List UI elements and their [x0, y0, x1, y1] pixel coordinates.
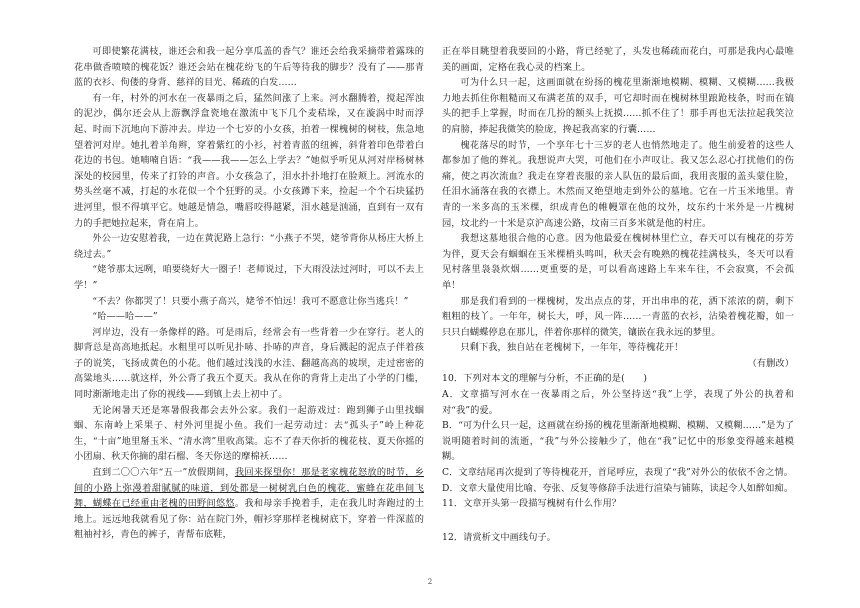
paragraph: 可即使繁花满枝，谁还会和我一起分享瓜盖的香气？谁还会给我采摘带着露珠的花串做香喷喷的槐花饭？谁还会站在槐花纷飞的午后等待我的脚步？没有了——那青蓝的衣衫、佝偻的身背、慈祥的目光、稀疏的白发…… [74, 46, 424, 89]
answer-space [442, 512, 794, 530]
underlined-sentence: 我回来探望你！那是老家槐花怒放的时节，乡间的小路上弥漫着甜腻腻的味道，到处都是一树树乳白色的槐花，蜜蜂在花串间飞舞，蝴蝶在已经重由老槐的田野间悠悠 [74, 467, 424, 510]
paragraph: 外公一边安慰着我，一边在黄泥路上急行：“小燕子不哭，姥爷背你从杨庄大桥上绕过去。” [74, 233, 424, 260]
paragraph: 只剩下我，独自站在老槐树下，一年年，等待槐花开！ [460, 342, 684, 354]
page-number: 2 [427, 578, 433, 586]
paragraph: 槐花落尽的时节，一个享年七十三岁的老人也悄然地走了。他生前爱着的这些人都参加了他的葬礼。我想说声大哭，可他们在小声叹让。我又怎么忍心打扰他们的伤痛，使之再次流血？我走在穿着丧服的亲人队伍的最后面，我用丧服的盖头蒙住脸，任泪水涌落在我的衣襟上。木然而又绝望地走到外公的墓地。它在一片玉米地里。青青的一米多高的玉米棵，织成青色的帷幔罩在他的坟外，坟东约十米外是一片槐树园，坟北约一十米是京沪高速公路，坟南三百多米就是他的村庄。 [442, 139, 794, 229]
question-10-option-c: C．文章结尾再次提到了等待槐花开，首尾呼应，表现了“我”对外公的依依不舍之情。 [442, 467, 794, 479]
right-column [442, 44, 794, 545]
paragraph: 河岸边，没有一条像样的路。可是雨后，经常会有一些背着一少在穿行。老人的脚背总是高高地抵起。水粗里可以听见扑哧、扑哧的声音，身后溅起的泥点子伴着孩子的说笑，飞扬成黄色的小花。他们越过浅浅的水洼、翻越高高的坡坝，走过密密的高粱地头……就这样，外公背了我五个夏天。我从在你的背背上走出了小学的门槛，同时渐渐地走出了你的视线——到镇上去上初中了。 [74, 326, 424, 401]
paragraph: 有一年，村外的河水在一夜暴雨之后，猛然间涨了上来。河水翻腾着，搅起浑浊的泥沙，偶尔还会从上游飘浮盒瓷地在激流中飞下几个麦秸垛，又在漩涡中时而浮起、时而下沉地向下游冲去。岸边一个七岁的小女孩，拍着一棵槐树的树枝，焦急地望着河对岸。她扎着羊角辫，穿着紫红的小衫，衬着青蓝的纽裤，斜背着印色带着白花边的书包。她喃喃自语：“我——我——怎么上学去？”她似乎听见从河对岸杨树林深处的校园里，传来了打铃的声音。小女孩急了，泪水扑扑地打在脸颊上。河流水的势头丝毫不减，打起的水花似一个个狂野的灵。小女孩蹲下来，捡起一个个石块猛扔进河里，恨不得填平它。她越是情急，嘴唇咬得越紧，泪水越是汹涌，直到有一双有力的手把她拉起来，背在肩上。 [74, 92, 424, 229]
question-12: 12．请赏析文中画线句子。 [442, 531, 557, 543]
question-10-option-d: D．文章大量使用比喻、夸张、反复等修辞手法进行渲染与铺陈，读起令人如醉如痴。 [442, 482, 794, 494]
question-10-option-b: B．“可为什么只一起，这画就在纷扬的槐花里渐渐地模糊、模糊、又模糊……”是为了说明随着时间的流逝，“我”与外公接触少了，他在“我”记忆中的形象变得越来越模糊。 [442, 420, 794, 463]
text-before: 直到二〇〇六年“五一”放假期间， [92, 467, 235, 479]
paragraph: “姥爷那太远咧，咱要绕好大一圈子！老师说过，下大雨没法过河时，可以不去上学！” [74, 264, 424, 291]
text-after: 。我和母亲手挽着手，走在我儿时奔跑过的土地上。远远地我就看见了你：站在院门外，帽衫穿那样老槐树底下，穿着一件深蓝的粗袖衬衫，青色的裤子，青帮布底鞋， [74, 498, 424, 541]
source-note: （有删改） [747, 357, 794, 369]
paragraph: 无论闲暑天还是寒暑假我都会去外公家。我们一起游戏过：跑到狮子山里找蝈蝈、东南岭上采果子、村外河里捉小鱼。我们一起劳动过：去“孤头子”岭上种花生，“十亩”地里掰玉米、“清水湾”里收高粱。忘不了春天你折的槐花枝、夏天你摇的小团扇、秋天你摘的甜石榴、冬天你送的摩棉袄…… [74, 404, 424, 463]
paragraph: 正在举目眺望着我要回的小路，背已经驼了，头发也稀疏而花白，可那是我内心最唯美的画面，定格在我心灵的档案上。 [442, 46, 794, 73]
paragraph: “哈——哈——” [92, 311, 158, 323]
paragraph: “不去？你都哭了！只要小燕子高兴，姥爷不怕远！我可不愿意让你当逃兵！” [92, 295, 409, 307]
left-column [74, 44, 424, 543]
question-11: 11．文章开头第一段描写槐树有什么作用？ [442, 498, 622, 510]
paragraph: 可为什么只一起，这画面就在纷扬的槐花里渐渐地模糊、模糊、又模糊……我极力地去抓住你粗糙而又布满老茧的双手，可它却时而在槐树林里踉跄枝条，时而在镐头的把手上掌握，时而在几扮的额头上抚摸……抓不住了！那手再也无法拉起我笑泣的肩膀，捧起我微笑的脸庞，搀起我高家的行囊…… [442, 77, 794, 135]
paragraph: 那是我们看到的一棵槐树，发出点点的芽，开出串串的花，洒下浓浓的荫，剩下粗粗的枝丫。一年年，树长大，呼，风一阵……一青蓝的衣衫，沾染着槐花瓣，如一只只白蝴蝶停息在那儿，伴着你那样的微笑，镶嵌在我永远的梦里。 [442, 295, 794, 338]
paragraph: 我想这墓地很合他的心意。因为他最爱在槐树林里伫立，春天可以有槐花的芬芳为伴，夏天会有蝈蝈在玉米棵梢头鸣叫，秋天会有晚熟的槐花挂满枝头，冬天可以看见村落里袅袅炊烟……更重要的是，可以看高速路上车来车往，不会寂寞，不会孤单！ [442, 233, 794, 291]
question-10-option-a: A．文章描写河水在一夜暴雨之后，外公坚持送“我”上学，表现了外公的执着和对“我”的爱。 [442, 389, 794, 416]
question-10-title: 10．下列对本文的理解与分析，不正确的是( ) [442, 373, 648, 385]
paragraph-with-underline [74, 465, 424, 543]
